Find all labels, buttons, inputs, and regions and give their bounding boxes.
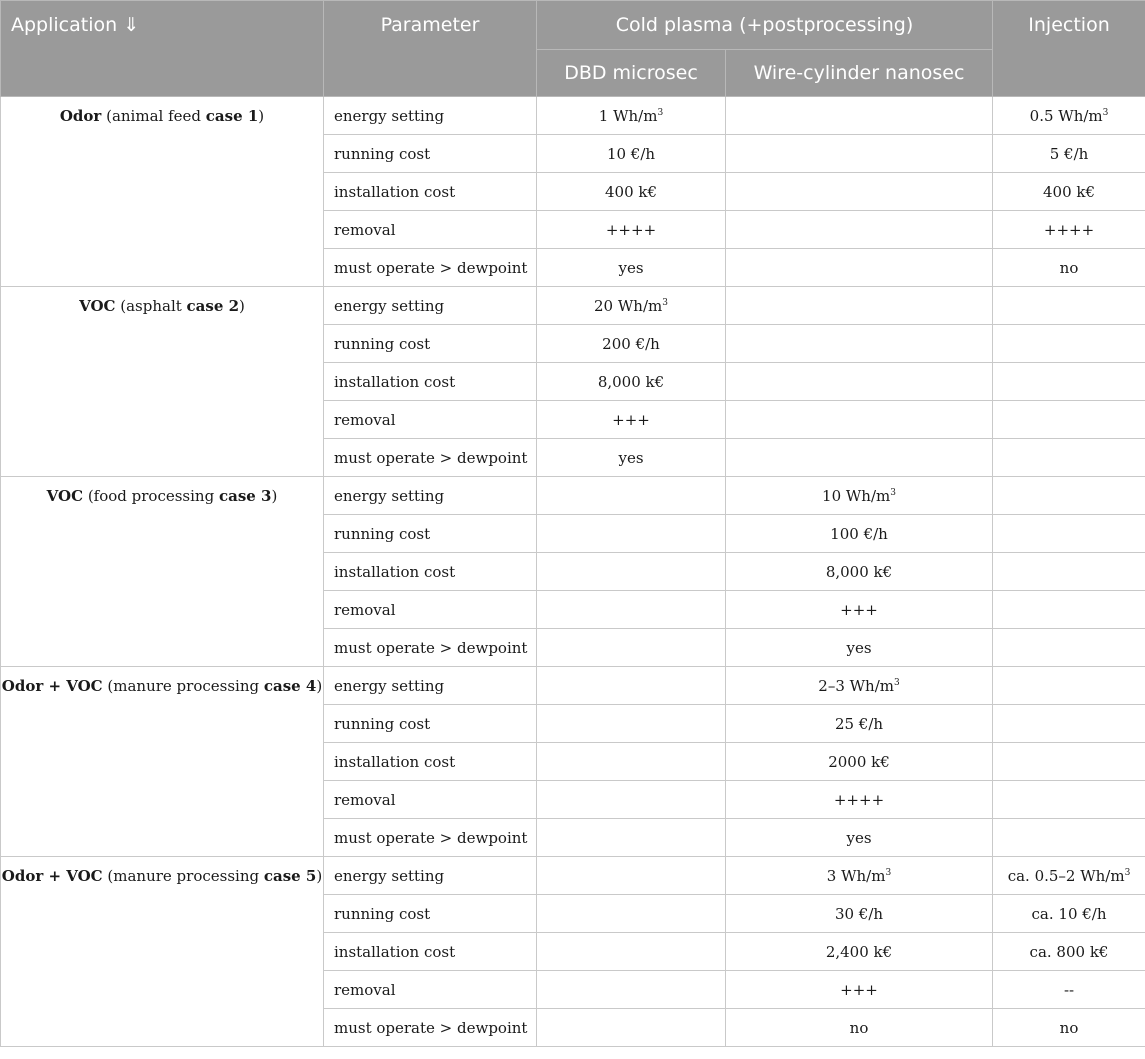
dbd-value-cell	[537, 629, 726, 667]
dbd-value-cell	[537, 933, 726, 971]
inj-value: 0.5 Wh/m	[1029, 106, 1103, 125]
dbd-value-cell	[537, 971, 726, 1009]
application-name: VOC	[46, 487, 84, 505]
wire-value: 100 €/h	[830, 524, 888, 543]
inj-value-cell	[993, 477, 1145, 515]
wire-value-cell	[726, 1009, 993, 1047]
application-cell	[1, 857, 324, 1047]
application-cell	[1, 667, 324, 857]
wire-value-cell	[726, 325, 993, 363]
wire-value: +++	[840, 980, 878, 999]
parameter-cell: removal	[324, 401, 537, 439]
wire-value: 30 €/h	[834, 904, 884, 923]
inj-value: ca. 0.5–2 Wh/m	[1007, 866, 1125, 885]
wire-value-cell	[726, 743, 993, 781]
wire-value-cell	[726, 401, 993, 439]
dbd-value: 400 k€	[604, 182, 658, 201]
inj-value-cell	[993, 211, 1145, 249]
wire-value-cell	[726, 363, 993, 401]
wire-value: 2,400 k€	[825, 942, 893, 961]
application-context: (animal feed	[101, 107, 206, 125]
inj-value-cell	[993, 97, 1145, 135]
parameter-cell: installation cost	[324, 743, 537, 781]
wire-value: 2000 k€	[828, 752, 890, 771]
dbd-value: 20 Wh/m	[594, 296, 663, 315]
application-cell	[1, 97, 324, 287]
wire-value: +++	[840, 600, 878, 619]
wire-value-cell	[726, 287, 993, 325]
wire-value-cell	[726, 591, 993, 629]
header-wire-cylinder-nanosec: Wire-cylinder nanosec	[726, 50, 993, 97]
wire-unit-exponent: 3	[885, 867, 892, 878]
dbd-value: 10 €/h	[606, 144, 656, 163]
wire-value-cell	[726, 477, 993, 515]
header-cold-plasma: Cold plasma (+postprocessing)	[537, 1, 993, 50]
parameter-cell: must operate > dewpoint	[324, 249, 537, 287]
application-cell	[1, 477, 324, 667]
parameter-cell: energy setting	[324, 287, 537, 325]
dbd-value-cell	[537, 1009, 726, 1047]
inj-value-cell	[993, 325, 1145, 363]
inj-value-cell	[993, 971, 1145, 1009]
dbd-value: 1 Wh/m	[598, 106, 658, 125]
inj-value: no	[1059, 1018, 1079, 1037]
inj-value: no	[1059, 258, 1079, 277]
application-case: case 2	[186, 297, 240, 315]
application-name: Odor	[59, 107, 102, 125]
inj-value: --	[1063, 980, 1075, 999]
dbd-value: 8,000 k€	[597, 372, 665, 391]
table-row	[1, 477, 1145, 515]
dbd-value-cell	[537, 401, 726, 439]
wire-value-cell	[726, 971, 993, 1009]
header-injection: Injection	[993, 1, 1145, 97]
parameter-cell: must operate > dewpoint	[324, 1009, 537, 1047]
wire-value: ++++	[833, 790, 885, 809]
wire-value: 10 Wh/m	[822, 486, 891, 505]
wire-value-cell	[726, 857, 993, 895]
table-row	[1, 287, 1145, 325]
application-case: case 4	[263, 677, 317, 695]
dbd-value-cell	[537, 895, 726, 933]
wire-value: 3 Wh/m	[826, 866, 886, 885]
wire-value-cell	[726, 553, 993, 591]
application-cell	[1, 287, 324, 477]
dbd-value-cell	[537, 591, 726, 629]
dbd-value: 200 €/h	[602, 334, 660, 353]
application-context: (food processing	[83, 487, 219, 505]
inj-value-cell	[993, 439, 1145, 477]
inj-value-cell	[993, 895, 1145, 933]
parameter-cell: running cost	[324, 135, 537, 173]
wire-value-cell	[726, 705, 993, 743]
dbd-value-cell	[537, 515, 726, 553]
dbd-value-cell	[537, 439, 726, 477]
dbd-value-cell	[537, 325, 726, 363]
application-name: Odor + VOC	[1, 677, 103, 695]
wire-value-cell	[726, 173, 993, 211]
parameter-cell: running cost	[324, 515, 537, 553]
table-header	[1, 1, 1145, 97]
application-context: (asphalt	[115, 297, 187, 315]
wire-unit-exponent: 3	[890, 487, 896, 498]
inj-value: 5 €/h	[1049, 144, 1089, 163]
dbd-value-cell	[537, 173, 726, 211]
table-row	[1, 97, 1145, 135]
dbd-value: yes	[618, 258, 644, 277]
wire-value-cell	[726, 933, 993, 971]
wire-value-cell	[726, 629, 993, 667]
parameter-cell: energy setting	[324, 667, 537, 705]
application-case: case 5	[263, 867, 317, 885]
inj-value-cell	[993, 819, 1145, 857]
dbd-value-cell	[537, 743, 726, 781]
parameter-cell: running cost	[324, 705, 537, 743]
parameter-cell: must operate > dewpoint	[324, 629, 537, 667]
wire-value-cell	[726, 781, 993, 819]
inj-unit-exponent: 3	[1124, 867, 1131, 878]
inj-value-cell	[993, 629, 1145, 667]
parameter-cell: installation cost	[324, 553, 537, 591]
table-row	[1, 667, 1145, 705]
inj-value-cell	[993, 287, 1145, 325]
application-close: )	[316, 867, 323, 885]
table-body	[1, 97, 1145, 1047]
dbd-value: yes	[618, 448, 644, 467]
dbd-unit-exponent: 3	[657, 107, 664, 118]
inj-value-cell	[993, 363, 1145, 401]
parameter-cell: running cost	[324, 895, 537, 933]
wire-value-cell	[726, 97, 993, 135]
application-context: (manure processing	[102, 677, 264, 695]
parameter-cell: running cost	[324, 325, 537, 363]
inj-value-cell	[993, 591, 1145, 629]
dbd-value-cell	[537, 819, 726, 857]
application-case: case 1	[205, 107, 259, 125]
application-close: )	[271, 487, 278, 505]
dbd-value-cell	[537, 705, 726, 743]
wire-value: yes	[846, 638, 872, 657]
parameter-cell: must operate > dewpoint	[324, 819, 537, 857]
parameter-cell: removal	[324, 591, 537, 629]
wire-unit-exponent: 3	[894, 677, 900, 688]
inj-value-cell	[993, 743, 1145, 781]
wire-value-cell	[726, 667, 993, 705]
table-row	[1, 857, 1145, 895]
application-close: )	[239, 297, 245, 315]
application-name: Odor + VOC	[1, 867, 103, 885]
application-context: (manure processing	[102, 867, 264, 885]
dbd-value: ++++	[605, 220, 657, 239]
wire-value-cell	[726, 439, 993, 477]
dbd-value-cell	[537, 97, 726, 135]
wire-value-cell	[726, 249, 993, 287]
wire-value-cell	[726, 515, 993, 553]
parameter-cell: must operate > dewpoint	[324, 439, 537, 477]
inj-value-cell	[993, 135, 1145, 173]
dbd-value-cell	[537, 249, 726, 287]
dbd-value-cell	[537, 363, 726, 401]
application-close: )	[316, 677, 323, 695]
dbd-value: +++	[612, 410, 650, 429]
inj-value-cell	[993, 705, 1145, 743]
parameter-cell: energy setting	[324, 857, 537, 895]
dbd-value-cell	[537, 211, 726, 249]
parameter-cell: removal	[324, 971, 537, 1009]
inj-value-cell	[993, 249, 1145, 287]
parameter-cell: energy setting	[324, 477, 537, 515]
inj-value-cell	[993, 1009, 1145, 1047]
parameter-cell: energy setting	[324, 97, 537, 135]
dbd-value-cell	[537, 781, 726, 819]
inj-value: ca. 800 k€	[1029, 942, 1109, 961]
inj-value: ca. 10 €/h	[1031, 904, 1107, 923]
dbd-value-cell	[537, 477, 726, 515]
header-dbd-microsec: DBD microsec	[537, 50, 726, 97]
wire-value: no	[849, 1018, 869, 1037]
inj-value-cell	[993, 857, 1145, 895]
parameter-cell: installation cost	[324, 363, 537, 401]
wire-value-cell	[726, 895, 993, 933]
inj-value-cell	[993, 667, 1145, 705]
parameter-cell: removal	[324, 781, 537, 819]
wire-value-cell	[726, 135, 993, 173]
dbd-value-cell	[537, 553, 726, 591]
inj-unit-exponent: 3	[1102, 107, 1109, 118]
wire-value-cell	[726, 211, 993, 249]
dbd-value-cell	[537, 667, 726, 705]
inj-value-cell	[993, 401, 1145, 439]
dbd-unit-exponent: 3	[662, 297, 668, 308]
wire-value: 2–3 Wh/m	[818, 676, 894, 695]
inj-value-cell	[993, 173, 1145, 211]
application-case: case 3	[218, 487, 272, 505]
application-close: )	[258, 107, 265, 125]
parameter-cell: installation cost	[324, 173, 537, 211]
parameter-cell: installation cost	[324, 933, 537, 971]
header-parameter: Parameter	[324, 1, 537, 97]
parameter-cell: removal	[324, 211, 537, 249]
inj-value: ++++	[1043, 220, 1095, 239]
inj-value-cell	[993, 781, 1145, 819]
inj-value-cell	[993, 933, 1145, 971]
inj-value-cell	[993, 515, 1145, 553]
inj-value-cell	[993, 553, 1145, 591]
header-application: Application ⇓	[1, 1, 324, 97]
wire-value: 25 €/h	[834, 714, 884, 733]
wire-value-cell	[726, 819, 993, 857]
inj-value: 400 k€	[1043, 182, 1096, 201]
dbd-value-cell	[537, 857, 726, 895]
wire-value: 8,000 k€	[825, 562, 893, 581]
dbd-value-cell	[537, 287, 726, 325]
dbd-value-cell	[537, 135, 726, 173]
wire-value: yes	[846, 828, 872, 847]
application-name: VOC	[79, 297, 116, 315]
